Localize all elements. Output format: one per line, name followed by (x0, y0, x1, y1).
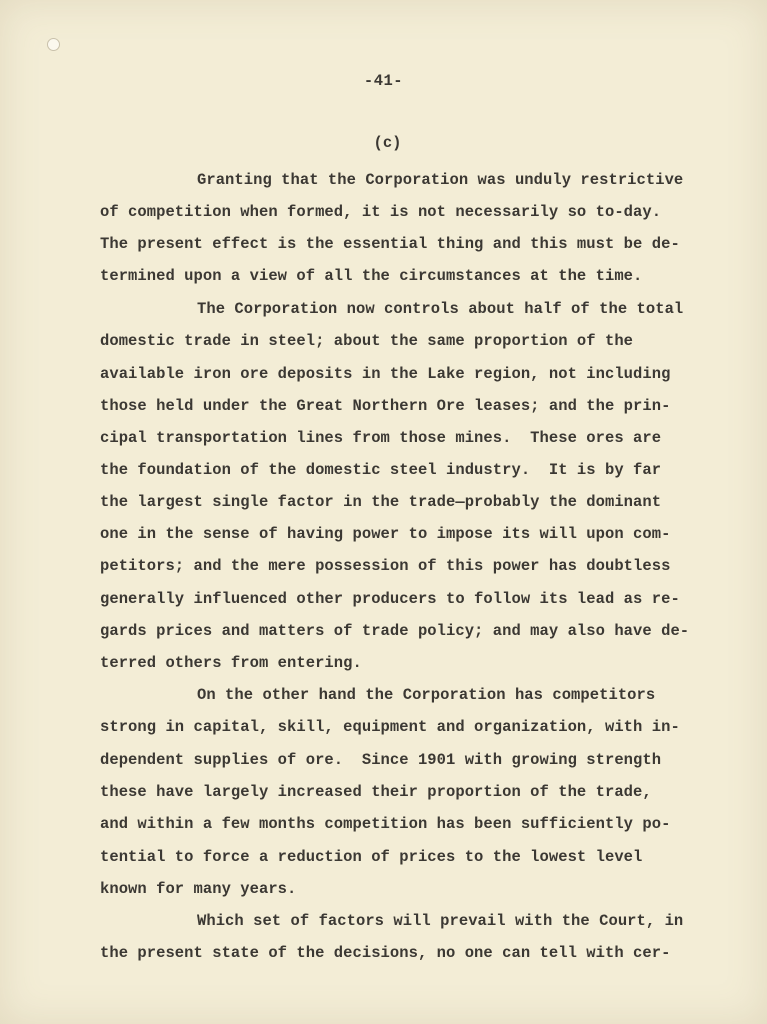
paragraph-3-line-6: tential to force a reduction of prices to the lowest level (100, 848, 643, 866)
paragraph-4-line-1: Which set of factors will prevail with the Court, in (197, 912, 684, 930)
page-number: -41- (363, 72, 404, 90)
paragraph-2-line-1: The Corporation now controls about half of the total (197, 300, 684, 318)
punch-hole-mark (47, 38, 60, 51)
paragraph-3-line-4: these have largely increased their proportion of the trade, (100, 783, 652, 801)
paragraph-3-line-1: On the other hand the Corporation has competitors (197, 686, 656, 704)
paragraph-2-line-2: domestic trade in steel; about the same proportion of the (100, 332, 634, 350)
paragraph-2-line-6: the foundation of the domestic steel industry. It is by far (100, 461, 662, 479)
paragraph-1-line-1: Granting that the Corporation was unduly restrictive (197, 171, 684, 189)
paragraph-2-line-3: available iron ore deposits in the Lake region, not including (100, 365, 671, 383)
paragraph-1-line-4: termined upon a view of all the circumstances at the time. (100, 267, 643, 285)
paragraph-1-line-3: The present effect is the essential thing and this must be de- (100, 235, 680, 253)
paragraph-3-line-2: strong in capital, skill, equipment and organization, with in- (100, 718, 680, 736)
paragraph-2-line-8: one in the sense of having power to impose its will upon com- (100, 525, 671, 543)
paragraph-3-line-3: dependent supplies of ore. Since 1901 with growing strength (100, 751, 662, 769)
paragraph-2-line-11: gards prices and matters of trade policy; and may also have de- (100, 622, 690, 640)
paragraph-2-line-9: petitors; and the mere possession of this power has doubtless (100, 557, 671, 575)
paragraph-2-line-7: the largest single factor in the trade—probably the dominant (100, 493, 662, 511)
paragraph-2-line-5: cipal transportation lines from those mines. These ores are (100, 429, 662, 447)
section-label: (c) (373, 134, 402, 152)
paragraph-2-line-10: generally influenced other producers to follow its lead as re- (100, 590, 680, 608)
paragraph-4-line-2: the present state of the decisions, no one can tell with cer- (100, 944, 671, 962)
paragraph-2-line-4: those held under the Great Northern Ore leases; and the prin- (100, 397, 671, 415)
paragraph-1-line-2: of competition when formed, it is not necessarily so to-day. (100, 203, 662, 221)
paragraph-3-line-7: known for many years. (100, 880, 297, 898)
paragraph-3-line-5: and within a few months competition has been sufficiently po- (100, 815, 671, 833)
paragraph-2-line-12: terred others from entering. (100, 654, 362, 672)
